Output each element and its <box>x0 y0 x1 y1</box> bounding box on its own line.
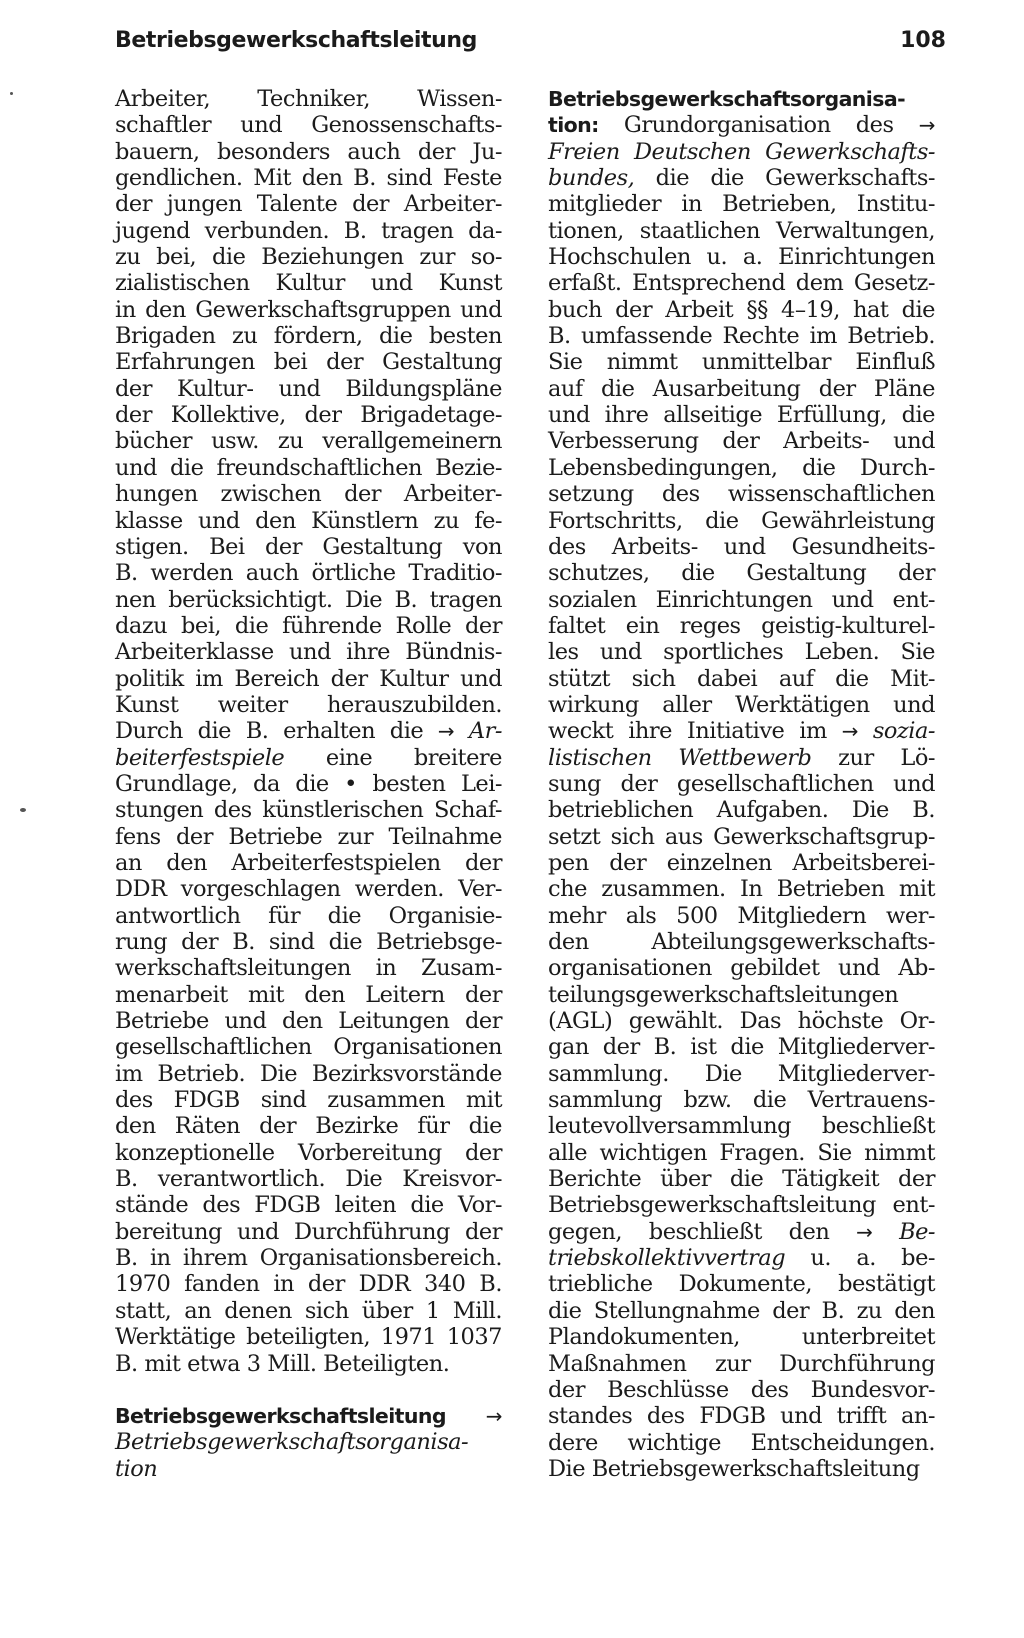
text-line: und ihre allseitige Erfüllung, die <box>548 402 935 429</box>
text-line: der Kultur- und Bildungspläne <box>115 375 502 402</box>
text-line: der Beschlüsse des Bundesvor- <box>548 1376 935 1403</box>
text-line: klasse und den Künstlern zu fe- <box>115 507 502 534</box>
text-line: Hochschulen u. a. Einrichtungen <box>548 244 935 271</box>
crossref-link[interactable]: Ar- <box>468 718 502 745</box>
text-line: mehr als 500 Mitgliedern wer- <box>548 902 935 929</box>
text-line: Arbeiterklasse und ihre Bündnis- <box>115 639 502 666</box>
text-line: bücher usw. zu verallgemeinern <box>115 428 502 455</box>
text-run: zur Lö- <box>838 744 936 771</box>
text-line: fens der Betriebe zur Teilnahme <box>115 823 502 850</box>
text-line: dazu bei, die führende Rolle der <box>115 612 502 639</box>
text-line: B. werden auch örtliche Traditio- <box>115 560 502 587</box>
text-line: zu bei, die Beziehungen zur so- <box>115 244 502 271</box>
entry-headword: Betriebsgewerkschaftsorganisa- <box>548 87 905 111</box>
text-line: Die Betriebsgewerkschaftsleitung <box>548 1455 920 1482</box>
text-line: Fortschritts, die Gewährleistung <box>548 507 935 534</box>
crossref-link[interactable]: triebskollektivvertrag <box>548 1245 786 1272</box>
text-line: Grundlage, da die • besten Lei- <box>115 770 502 797</box>
text-run: weckt ihre Initiative im <box>548 718 827 745</box>
text-line: faltet ein reges geistig-kulturel- <box>548 612 935 639</box>
text-line: in den Gewerkschaftsgruppen und <box>115 296 502 323</box>
text-line: im Betrieb. Die Bezirksvorstände <box>115 1060 502 1087</box>
text-run: gegen, beschließt den <box>548 1218 830 1245</box>
text-line: an den Arbeiterfestspielen der <box>115 849 502 876</box>
text-line: bereitung und Durchführung der <box>115 1218 502 1245</box>
text-line <box>548 745 935 771</box>
text-line: schutzes, die Gestaltung der <box>548 560 935 587</box>
text-line: alle wichtigen Fragen. Sie nimmt <box>548 1139 935 1166</box>
entry-headword: Betriebsgewerkschaftsleitung <box>115 1403 446 1428</box>
text-line: und die freundschaftlichen Bezie- <box>115 454 502 481</box>
text-line: Erfahrungen bei der Gestaltung <box>115 349 502 376</box>
crossref-arrow-icon: → <box>918 113 935 138</box>
text-line <box>115 745 502 771</box>
text-line: B. mit etwa 3 Mill. Beteiligten. <box>115 1350 450 1377</box>
text-line: menarbeit mit den Leitern der <box>115 981 502 1008</box>
text-run: eine breitere <box>325 744 502 771</box>
text-line: dere wichtige Entscheidungen. <box>548 1429 935 1456</box>
text-line: rung der B. sind die Betriebsge- <box>115 929 502 955</box>
text-line: zialistischen Kultur und Kunst <box>115 270 502 297</box>
text-line: Betriebsgewerkschaftsleitung ent- <box>548 1192 935 1219</box>
text-line: DDR vorgeschlagen werden. Ver- <box>115 876 502 903</box>
text-line: sammlung. Die Mitgliederver- <box>548 1060 935 1087</box>
text-line: gesellschaftlichen Organisationen <box>115 1034 502 1061</box>
text-line <box>548 165 935 191</box>
text-line: statt, an denen sich über 1 Mill. <box>115 1297 502 1324</box>
text-line: sozialen Einrichtungen und ent- <box>548 586 935 613</box>
right-column <box>548 86 935 1482</box>
text-line: Plandokumenten, unterbreitet <box>548 1324 935 1351</box>
text-line: sung der gesellschaftlichen und <box>548 770 935 797</box>
text-run: die die Gewerkschafts- <box>655 165 935 192</box>
text-line: erfaßt. Entsprechend dem Gesetz- <box>548 270 935 297</box>
crossref-link[interactable]: Freien Deutschen Gewerkschafts- <box>548 138 935 165</box>
text-line: Betriebe und den Leitungen der <box>115 1008 502 1035</box>
text-line: stützt sich dabei auf die Mit- <box>548 665 935 692</box>
text-line: schaftler und Genossenschafts- <box>115 112 502 139</box>
text-line: antwortlich für die Organisie- <box>115 902 502 929</box>
crossref-link[interactable]: tion <box>115 1455 158 1482</box>
text-run: Durch die B. erhalten die <box>115 718 424 745</box>
text-line: buch der Arbeit §§ 4–19, hat die <box>548 296 935 323</box>
text-line: Berichte über die Tätigkeit der <box>548 1166 935 1193</box>
text-line <box>548 718 935 744</box>
margin-speck <box>10 92 13 95</box>
left-column <box>115 86 502 1482</box>
crossref-link[interactable]: Be- <box>899 1218 936 1245</box>
text-line <box>548 1245 935 1271</box>
text-line: organisationen gebildet und Ab- <box>548 955 935 982</box>
text-line: Brigaden zu fördern, die besten <box>115 323 502 350</box>
entry-gap <box>115 1377 502 1403</box>
crossref-arrow-icon: → <box>485 1403 502 1428</box>
text-line: che zusammen. In Betrieben mit <box>548 876 935 903</box>
text-line: politik im Bereich der Kultur und <box>115 665 502 692</box>
text-line: leutevollversammlung beschließt <box>548 1113 935 1140</box>
text-line: gan der B. ist die Mitgliederver- <box>548 1034 935 1061</box>
text-line: Sie nimmt unmittelbar Einfluß <box>548 349 935 376</box>
text-line <box>115 1456 502 1482</box>
text-line: den Abteilungsgewerkschafts- <box>548 929 935 955</box>
entry-headword: tion: <box>548 113 599 138</box>
text-line: wirkung aller Werktätigen und <box>548 691 935 718</box>
text-line <box>548 1219 935 1245</box>
text-line: mitglieder in Betrieben, Institu- <box>548 191 935 218</box>
crossref-arrow-icon: → <box>856 1219 873 1244</box>
text-line: konzeptionelle Vorbereitung der <box>115 1139 502 1166</box>
text-line: Werktätige beteiligten, 1971 1037 <box>115 1324 502 1351</box>
text-line: Maßnahmen zur Durchführung <box>548 1350 935 1377</box>
text-line: les und sportliches Leben. Sie <box>548 639 935 666</box>
crossref-arrow-icon: → <box>841 719 858 744</box>
page-number: 108 <box>900 28 946 53</box>
text-line: Lebensbedingungen, die Durch- <box>548 454 935 481</box>
text-line: setzung des wissenschaftlichen <box>548 481 935 508</box>
text-line: B. umfassende Rechte im Betrieb. <box>548 323 935 350</box>
text-line: der Kollektive, der Brigadetage- <box>115 402 502 429</box>
text-line: stungen des künstlerischen Schaf- <box>115 797 502 824</box>
text-line: auf die Ausarbeitung der Pläne <box>548 375 935 402</box>
text-line: sammlung bzw. die Vertrauens- <box>548 1087 935 1114</box>
text-run: Grundorganisation des <box>623 112 894 139</box>
text-line: pen der einzelnen Arbeitsberei- <box>548 849 935 876</box>
text-line <box>548 112 935 138</box>
text-line: betrieblichen Aufgaben. Die B. <box>548 797 935 824</box>
text-line: stände des FDGB leiten die Vor- <box>115 1192 502 1219</box>
text-line: hungen zwischen der Arbeiter- <box>115 481 502 508</box>
text-line: standes des FDGB und trifft an- <box>548 1403 935 1430</box>
text-line: Kunst weiter herauszubilden. <box>115 691 502 718</box>
text-line: nen berücksichtigt. Die B. tragen <box>115 586 502 613</box>
text-line: des Arbeits- und Gesundheits- <box>548 533 935 560</box>
text-line: Arbeiter, Techniker, Wissen- <box>115 86 502 112</box>
text-run: u. a. be- <box>810 1245 935 1272</box>
text-line: B. verantwortlich. Die Kreisvor- <box>115 1166 502 1193</box>
text-line <box>115 718 502 744</box>
text-line: tionen, staatlichen Verwaltungen, <box>548 217 935 244</box>
crossref-link[interactable]: listischen Wettbewerb <box>548 744 812 771</box>
text-line: B. in ihrem Organisationsbereich. <box>115 1245 502 1272</box>
text-line: gendlichen. Mit den B. sind Feste <box>115 165 502 192</box>
crossref-entry <box>115 1403 502 1429</box>
text-line: (AGL) gewählt. Das höchste Or- <box>548 1008 935 1035</box>
crossref-link[interactable]: sozia- <box>872 718 936 745</box>
text-line: bauern, besonders auch der Ju- <box>115 138 502 165</box>
text-line: der jungen Talente der Arbeiter- <box>115 191 502 218</box>
text-line: stigen. Bei der Gestaltung von <box>115 533 502 560</box>
text-line: 1970 fanden in der DDR 340 B. <box>115 1271 502 1298</box>
text-line: die Stellungnahme der B. zu den <box>548 1297 935 1324</box>
text-line: triebliche Dokumente, bestätigt <box>548 1271 935 1298</box>
text-line: setzt sich aus Gewerkschaftsgrup- <box>548 823 935 850</box>
entry-headword-line <box>548 86 935 112</box>
text-line: jugend verbunden. B. tragen da- <box>115 217 502 244</box>
text-line: des FDGB sind zusammen mit <box>115 1087 502 1114</box>
text-line <box>115 1429 502 1455</box>
text-line: teilungsgewerkschaftsleitungen <box>548 981 899 1008</box>
crossref-arrow-icon: → <box>437 719 455 744</box>
running-head: Betriebsgewerkschaftsleitung <box>115 28 477 53</box>
crossref-link[interactable]: beiterfestspiele <box>115 744 285 771</box>
crossref-link[interactable]: bundes, <box>548 165 635 192</box>
crossref-link[interactable]: Betriebsgewerkschaftsorganisa- <box>115 1429 469 1456</box>
margin-speck <box>20 808 26 812</box>
text-line: Verbesserung der Arbeits- und <box>548 428 935 455</box>
text-line: werkschaftsleitungen in Zusam- <box>115 955 502 982</box>
text-line <box>548 139 935 165</box>
text-line: den Räten der Bezirke für die <box>115 1113 502 1140</box>
